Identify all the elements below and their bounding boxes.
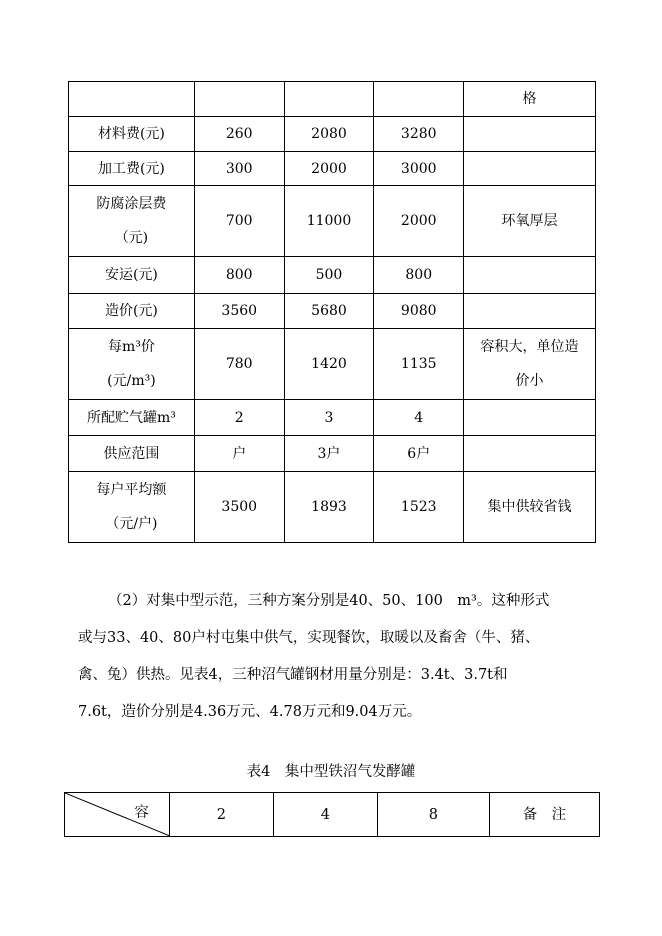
body-paragraph	[78, 583, 578, 731]
cell-v2: 2080	[284, 117, 374, 152]
table-row	[69, 400, 596, 436]
cell-v3: 800	[374, 257, 464, 294]
cell-v2: 1420	[284, 329, 374, 400]
diagonal-header-cell	[65, 793, 170, 837]
cell-v3: 3000	[374, 152, 464, 186]
row-label: 供应范围	[69, 436, 195, 472]
diagonal-header-label: 容	[134, 805, 149, 821]
header-note-cell: 备 注	[489, 793, 599, 837]
row-label	[69, 472, 195, 543]
cell-v3: 1135	[374, 329, 464, 400]
cell-v2	[284, 82, 374, 117]
diagonal-line	[65, 793, 170, 836]
cell-v3: 3280	[374, 117, 464, 152]
cell-note: 集中供较省钱	[464, 472, 596, 543]
cell-v1: 700	[194, 186, 284, 257]
cell-v1: 2	[194, 400, 284, 436]
table-row	[69, 117, 596, 152]
row-label-text: 每m³价(元/m³)	[107, 339, 156, 389]
row-label: 材料费(元)	[69, 117, 195, 152]
paragraph-line: 7.6t，造价分别是4.36万元、4.78万元和9.04万元。	[78, 704, 422, 720]
cell-note: 格	[464, 82, 596, 117]
row-label: 加工费(元)	[69, 152, 195, 186]
row-label	[69, 186, 195, 257]
row-label: 安运(元)	[69, 257, 195, 294]
cell-v2: 1893	[284, 472, 374, 543]
cell-note: 环氧厚层	[464, 186, 596, 257]
cell-v2: 3	[284, 400, 374, 436]
cell-v1: 300	[194, 152, 284, 186]
cell-note	[464, 257, 596, 294]
table-header-row	[65, 793, 600, 837]
cell-v1: 3560	[194, 294, 284, 329]
cell-v3: 4	[374, 400, 464, 436]
table-row	[69, 294, 596, 329]
cell-v3: 1523	[374, 472, 464, 543]
cell-v2: 11000	[284, 186, 374, 257]
cell-v2: 3户	[284, 436, 374, 472]
cell-v2: 2000	[284, 152, 374, 186]
cell-note	[464, 152, 596, 186]
paragraph-line: （2）对集中型示范，三种方案分别是40、50、100 m³。这种形式	[108, 593, 550, 609]
cell-note	[464, 294, 596, 329]
cell-v3: 9080	[374, 294, 464, 329]
table-row	[69, 436, 596, 472]
paragraph-line: 禽、兔）供热。见表4，三种沼气罐钢材用量分别是：3.4t、3.7t和	[78, 667, 508, 683]
row-label-text: 每户平均额（元/户)	[96, 482, 167, 532]
table-row	[69, 329, 596, 400]
cell-note	[464, 436, 596, 472]
cell-v1: 800	[194, 257, 284, 294]
table-row	[69, 82, 596, 117]
cell-note	[464, 117, 596, 152]
row-label	[69, 329, 195, 400]
table-row	[69, 472, 596, 543]
cell-v1: 户	[194, 436, 284, 472]
table-row	[69, 152, 596, 186]
fermenter-table	[64, 792, 600, 837]
table-row	[69, 257, 596, 294]
table-row	[69, 186, 596, 257]
table-caption: 表4 集中型铁沼气发酵罐	[246, 764, 416, 780]
header-cell: 2	[169, 793, 273, 837]
row-label	[69, 82, 195, 117]
cell-v2: 500	[284, 257, 374, 294]
row-label-text: 防腐涂层费（元)	[96, 196, 167, 246]
cell-v3: 6户	[374, 436, 464, 472]
cell-v1	[194, 82, 284, 117]
row-label: 造价(元)	[69, 294, 195, 329]
header-cell: 4	[273, 793, 377, 837]
cell-v1: 260	[194, 117, 284, 152]
cell-note-text: 容积大，单位造价小	[480, 339, 579, 389]
cell-note	[464, 400, 596, 436]
cell-v3	[374, 82, 464, 117]
paragraph-line: 或与33、40、80户村屯集中供气，实现餐饮，取暖以及畜舍（牛、猪、	[78, 630, 540, 646]
cell-v1: 3500	[194, 472, 284, 543]
cell-v3: 2000	[374, 186, 464, 257]
cell-v2: 5680	[284, 294, 374, 329]
header-cell: 8	[377, 793, 489, 837]
row-label: 所配贮气罐m³	[69, 400, 195, 436]
cost-table	[68, 81, 596, 543]
cell-note	[464, 329, 596, 400]
cell-v1: 780	[194, 329, 284, 400]
